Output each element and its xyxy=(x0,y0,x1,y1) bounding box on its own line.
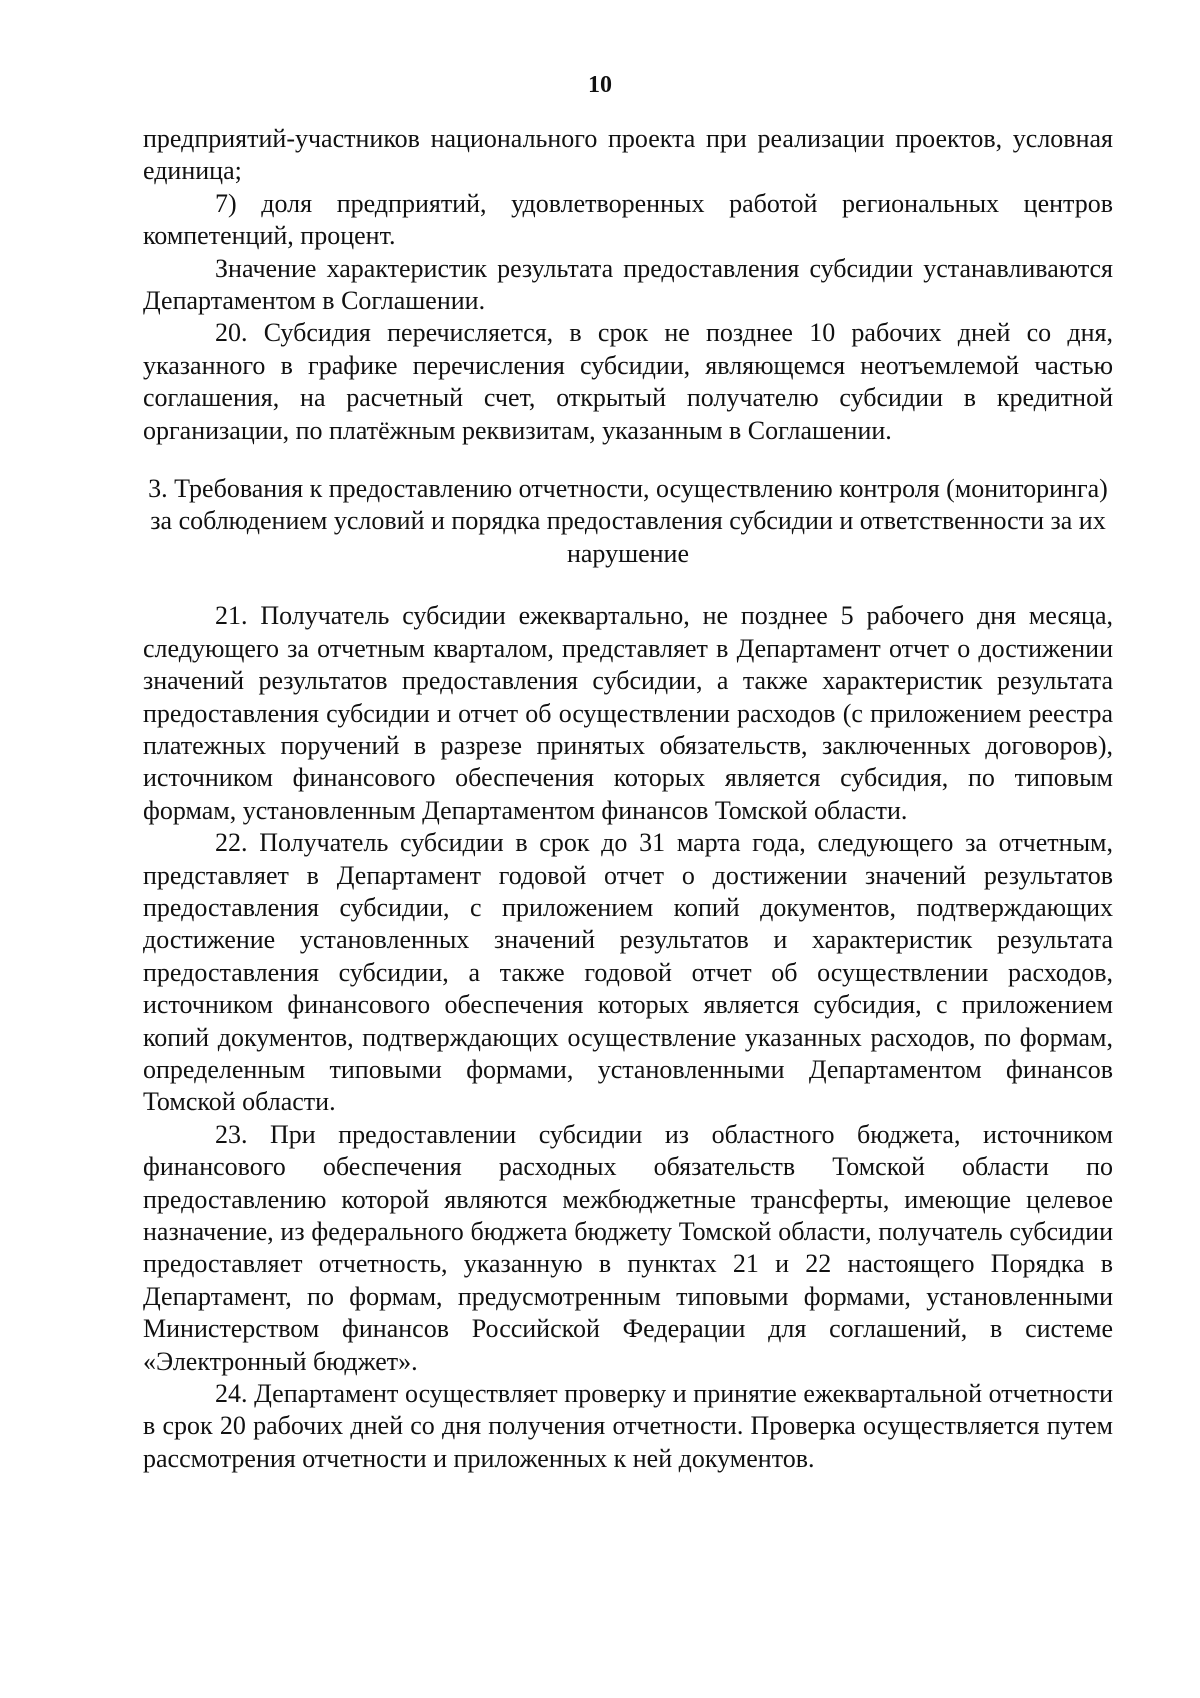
document-body xyxy=(143,123,1113,1475)
paragraph-22: 22. Получатель субсидии в срок до 31 марта года, следующего за отчетным, представляет в Департамент годовой отчет о достижении значений результатов предоставления субсидии, с приложением копий документов, подтверждающих достижение установленных значений результатов и характеристик результата предоставления субсидии, а также годовой отчет об осуществлении расходов, источником финансового обеспечения которых является субсидия, с приложением копий документов, подтверждающих осуществление указанных расходов, по формам, определенным типовыми формами, установленными Департаментом финансов Томской области. xyxy=(143,828,1113,1117)
paragraph-characteristics: Значение характеристик результата предоставления субсидии устанавливаются Департаментом в Соглашении. xyxy=(143,253,1113,316)
paragraph-24: 24. Департамент осуществляет проверку и принятие ежеквартальной отчетности в срок 20 рабочих дней со дня получения отчетности. Проверка осуществляется путем рассмотрения отчетности и приложенных к ней документов. xyxy=(143,1379,1113,1473)
paragraph-20: 20. Субсидия перечисляется, в срок не позднее 10 рабочих дней со дня, указанного в графике перечисления субсидии, являющемся неотъемлемой частью соглашения, на расчетный счет, открытый получателю субсидии в кредитной организации, по платёжным реквизитам, указанным в Соглашении. xyxy=(143,318,1113,445)
page-number: 10 xyxy=(588,72,612,98)
paragraph-23: 23. При предоставлении субсидии из областного бюджета, источником финансового обеспечения расходных обязательств Томской области по предоставлению которой являются межбюджетные трансферты, имеющие целевое назначение, из федерального бюджета бюджету Томской области, получатель субсидии предоставляет отчетность, указанную в пунктах 21 и 22 настоящего Порядка в Департамент, по формам, предусмотренным типовыми формами, установленными Министерством финансов Российской Федерации для соглашений, в системе «Электронный бюджет». xyxy=(143,1119,1113,1376)
section-heading: 3. Требования к предоставлению отчетности, осуществлению контроля (мониторинга) за соблюдением условий и порядка предоставления субсидии и ответственности за их нарушение xyxy=(148,474,1108,568)
paragraph-21: 21. Получатель субсидии ежеквартально, не позднее 5 рабочего дня месяца, следующего за отчетным кварталом, представляет в Департамент отчет о достижении значений результатов предоставления субсидии, а также характеристик результата предоставления субсидии и отчет об осуществлении расходов (с приложением реестра платежных поручений в разрезе принятых обязательств, заключенных договоров), источником финансового обеспечения которых является субсидия, по типовым формам, установленным Департаментом финансов Томской области. xyxy=(143,601,1113,825)
paragraph-item-7: 7) доля предприятий, удовлетворенных работой региональных центров компетенций, процент. xyxy=(143,188,1113,251)
paragraph-continuation: предприятий-участников национального проекта при реализации проектов, условная единица; xyxy=(143,124,1113,186)
